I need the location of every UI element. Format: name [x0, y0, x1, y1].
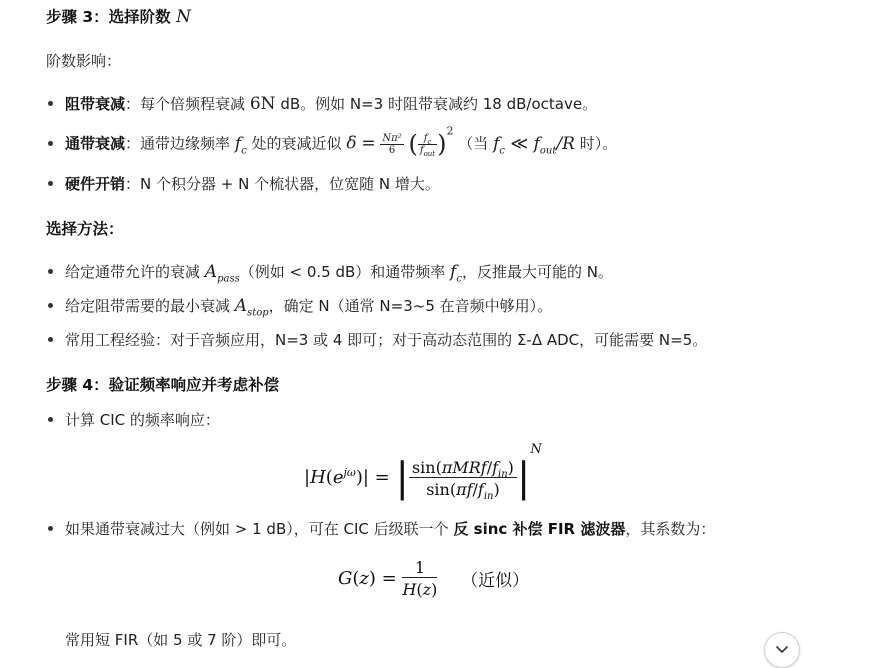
method-heading: 选择方法：	[46, 220, 124, 238]
separator: ：	[125, 134, 141, 153]
list-item-text	[65, 173, 440, 194]
text: 如果通带衰减过大（例如 > 1 dB），可在 CIC 后级联一个	[65, 520, 449, 538]
text: （例如 < 0.5 dB）和通带频率	[239, 263, 446, 281]
frac-den: 6	[388, 144, 396, 156]
math-a-stop	[234, 296, 269, 319]
text: 通带边缘频率	[140, 134, 231, 153]
math-gz: G(z) =	[338, 568, 397, 589]
footer-note: 常用短 FIR（如 5 或 7 阶）即可。	[65, 631, 297, 649]
frac-num: Nπ²	[382, 132, 402, 144]
text: （当	[458, 134, 489, 153]
step3-heading-var: N	[176, 7, 191, 27]
text: ，确定 N（通常 N=3~5 在音频中够用）。	[268, 297, 553, 315]
math-abs-h: $|H(e^{j\omega})|$ =	[304, 466, 390, 488]
bullet-dot	[48, 141, 53, 146]
frac-den: $\sin(\pi f/f_{in})$	[426, 479, 500, 502]
math-r: R	[562, 133, 575, 154]
math-inv-h-frac	[402, 558, 437, 599]
math-sub: c	[241, 144, 247, 156]
step3-heading	[46, 5, 191, 27]
math-fc	[450, 262, 462, 285]
list-item-text: 计算 CIC 的频率响应：	[65, 411, 220, 429]
math-abs-bar: |	[395, 455, 409, 501]
math-6n	[250, 94, 276, 114]
math-paren: )	[437, 130, 447, 158]
bullet-dot	[48, 181, 53, 186]
math-sub: stop	[247, 307, 269, 319]
separator: ：	[125, 95, 141, 113]
text: ，反推最大可能的 N。	[461, 263, 613, 281]
text: 每个倍频程衰减	[140, 95, 246, 113]
math-a-pass	[204, 262, 240, 285]
frac-num: $\sin(\pi MRf/f_{in})$	[409, 458, 517, 478]
list-item-text	[65, 93, 597, 114]
bullet-dot	[48, 526, 53, 531]
math-abs-bar: |	[516, 455, 531, 501]
math-npi-frac	[380, 133, 403, 156]
list-item-text	[65, 295, 553, 319]
math-6n-text: 6N	[249, 94, 276, 114]
text: ，其系数为：	[625, 520, 716, 538]
step3-intro: 阶数影响：	[46, 52, 122, 70]
math-delta: δ	[346, 133, 357, 154]
math-cond: $f_c$ ≪ $f_{out}/R$	[493, 133, 575, 156]
text: 给定通带允许的衰减	[65, 263, 201, 281]
bullet-dot	[48, 337, 53, 342]
text: 处的衰减近似	[251, 134, 342, 153]
list-item-text	[65, 261, 613, 285]
bullet-dot	[48, 417, 53, 422]
math-sinc-frac	[409, 457, 517, 502]
bullet-dot	[48, 303, 53, 308]
math-a: A	[234, 296, 248, 316]
math-exp: 2	[446, 124, 454, 138]
bold-label: 阻带衰减	[65, 95, 126, 113]
scroll-down-button[interactable]	[764, 632, 800, 668]
math-f: f	[450, 262, 457, 282]
frac-num: 1	[402, 558, 437, 578]
math-sub: c	[456, 273, 462, 285]
bold-label: 通带衰减	[65, 134, 126, 153]
chevron-down-icon	[776, 642, 788, 658]
math-paren: (	[408, 130, 418, 158]
math-sub: pass	[217, 273, 240, 285]
text: 给定阻带需要的最小衰减	[65, 297, 231, 315]
frac-num: $f_c$	[418, 133, 437, 145]
step3-heading-text: 步骤 3：选择阶数	[46, 8, 171, 26]
list-item-text	[65, 124, 618, 158]
math-fc-fout-frac	[418, 133, 437, 156]
approx-label: （近似）	[461, 571, 530, 591]
text: dB。例如 N=3 时阻带衰减约 18 dB/octave。	[280, 95, 598, 113]
math-sub: out	[539, 144, 557, 156]
math-eq: =	[361, 133, 376, 154]
frequency-response-equation	[304, 442, 542, 502]
step4-heading: 步骤 4：验证频率响应并考虑补偿	[46, 376, 280, 394]
math-ll: ≪	[510, 133, 529, 154]
frac-den: $f_{out}$	[419, 144, 436, 158]
text: N 个积分器 + N 个梳状器，位宽随 N 增大。	[140, 175, 440, 193]
bold-label: 硬件开销	[65, 175, 126, 193]
frac-den: H(z)	[402, 580, 438, 599]
math-a: A	[204, 262, 218, 282]
text: 时）。	[579, 134, 618, 153]
bullet-dot	[48, 269, 53, 274]
separator: ：	[125, 175, 141, 193]
math-fc	[235, 134, 247, 154]
bold-label: 反 sinc 补偿 FIR 滤波器	[453, 520, 626, 538]
bullet-dot	[48, 101, 53, 106]
list-item-text	[65, 518, 715, 539]
list-item-text: 常用工程经验：对于音频应用，N=3 或 4 即可；对于高动态范围的 Σ-Δ ADC，可能需要 N=5。	[65, 331, 708, 349]
math-f: f	[234, 133, 242, 154]
math-exp-n: N	[530, 442, 542, 457]
compensation-equation	[338, 558, 529, 599]
